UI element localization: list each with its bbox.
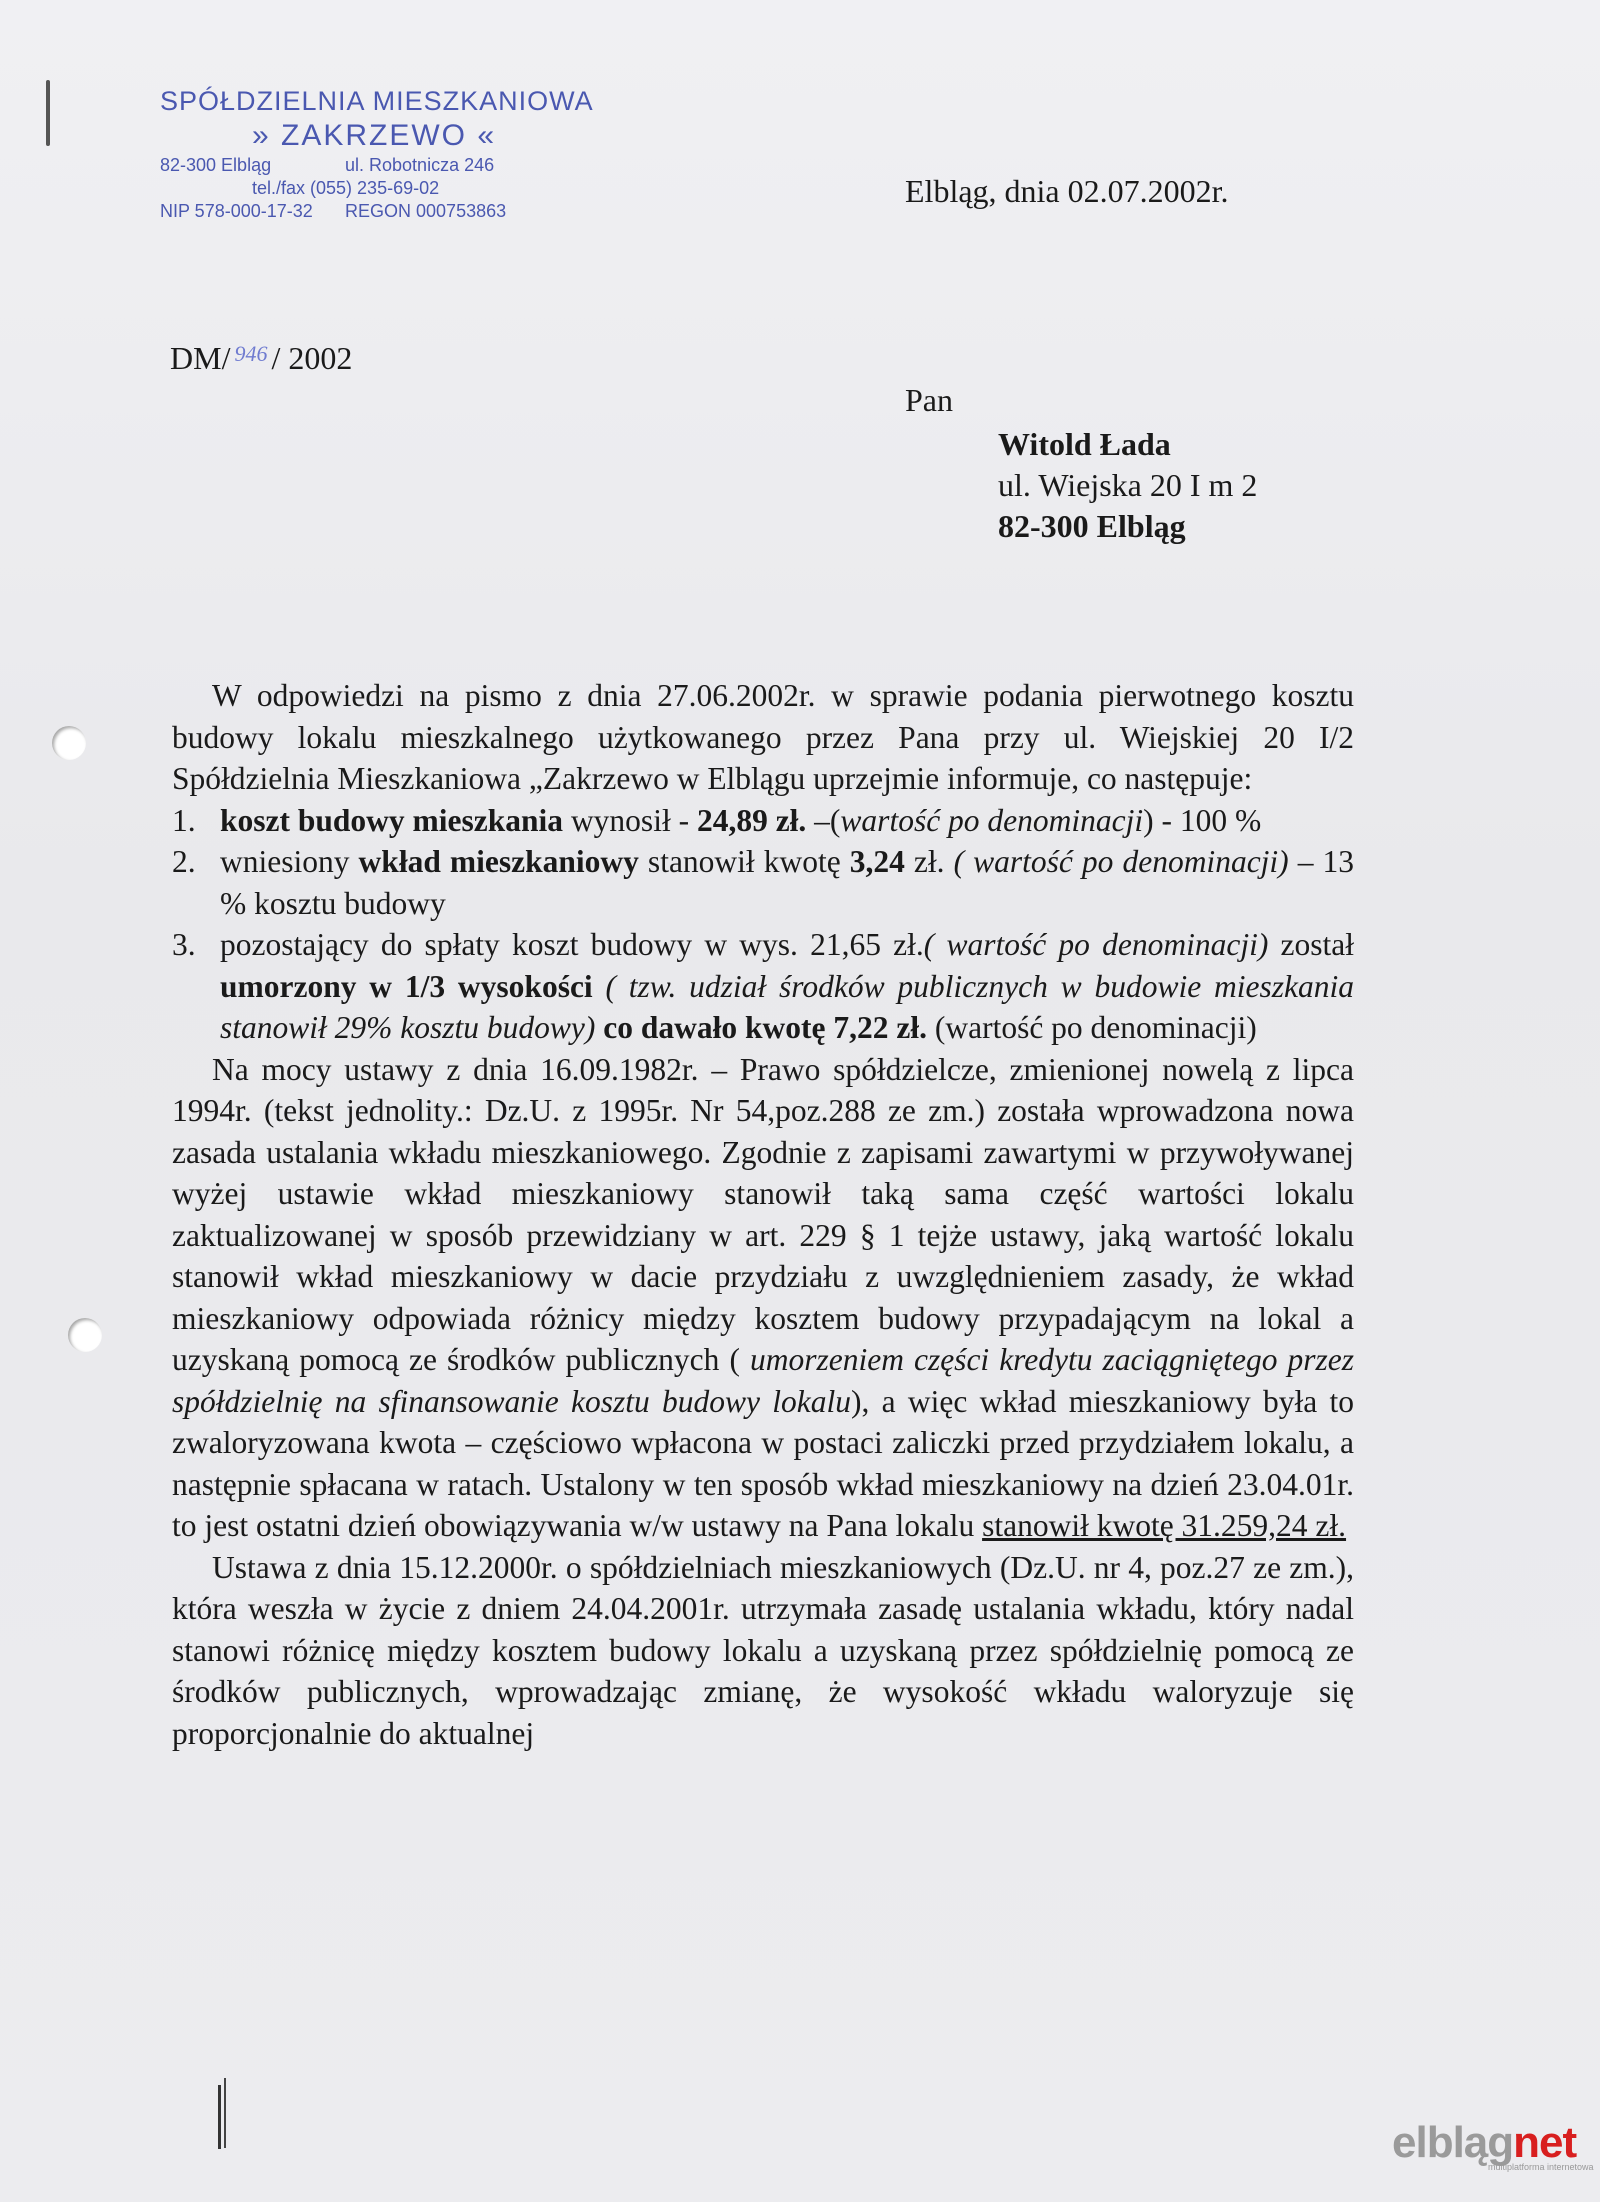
list-item-number: 1. (172, 802, 196, 838)
cooperative-stamp (160, 86, 600, 222)
list-item (172, 924, 1354, 1049)
cost-list (172, 800, 1354, 1049)
item1-bold-label: koszt budowy mieszkania (220, 802, 564, 838)
ref-handwritten-number: 946 (234, 341, 268, 366)
letter-date: Elbląg, dnia 02.07.2002r. (905, 173, 1229, 209)
stamp-address-row (160, 155, 600, 176)
stamp-phone: tel./fax (055) 235-69-02 (252, 178, 440, 198)
recipient-name: Witold Łada (998, 426, 1171, 462)
item1-amount: 24,89 zł. (696, 802, 807, 838)
item1-text: ) - 100 % (1143, 802, 1262, 838)
underlined-amount: stanowił kwotę 31.259,24 zł. (982, 1508, 1347, 1543)
item3-text: został (1268, 927, 1354, 962)
stamp-nip: NIP 578-000-17-32 (160, 201, 313, 221)
stamp-subname: » ZAKRZEWO « (252, 119, 497, 152)
item2-text: – 13 % kosztu budowy (220, 844, 1355, 921)
item3-text: pozostający do spłaty koszt budowy w wys. 21,65 zł. (220, 927, 924, 962)
list-item (172, 841, 1354, 924)
item3-text (593, 969, 606, 1004)
staple-mark (46, 80, 50, 146)
law-text: Na mocy ustawy z dnia 16.09.1982r. – Prawo spółdzielcze, zmienionej nowelą z lipca 1994r. (tekst jednolity.: Dz.U. z 1995r. Nr 54,poz.288 ze zm.) została wprowadzona nowa zasada ustalania wkładu mieszkaniowego. Zgodnie z zapisami zawartymi w przywoływanej wyżej ustawie wkład mieszkaniowy stanowił taką sama część wartości lokalu zaktualizowanej w sposób przewidziany w art. 229 § 1 tejże ustawy, jaką wartość lokalu stanowił wkład mieszkaniowy w dacie przydziału z uwzględnieniem zasady, że wkład mieszkaniowy odpowiada różnicy między kosztem budowy przypadającym na lokal a uzyskaną pomocą ze środków publicznych ( (172, 1051, 1354, 1377)
item3-bold: umorzony w 1/3 wysokości (220, 968, 593, 1004)
item2-text: wniesiony (220, 844, 359, 879)
list-item (172, 800, 1354, 842)
punch-hole-bottom (68, 1318, 102, 1352)
logo-text-red: net (1513, 2118, 1577, 2167)
item2-text: stanowił kwotę (638, 844, 850, 879)
intro-paragraph: W odpowiedzi na pismo z dnia 27.06.2002r. w sprawie podania pierwotnego kosztu budowy lokalu mieszkalnego użytkowanego przez Pana przy ul. Wiejskiej 20 I/2 Spółdzielnia Mieszkaniowa „Zakrzewo w Elblągu uprzejmie informuje, co następuje: (172, 678, 1354, 796)
item3-text: (wartość po denominacji) (926, 1010, 1257, 1045)
law-text: ), a więc wkład mieszkaniowy była to zwaloryzowana kwota – częściowo wpłacona w postaci zaliczki przed przydziałem lokalu, a następnie spłacana w ratach. Ustalony w ten sposób wkład mieszkaniowy na dzień 23.04.01r. to jest ostatni dzień obowiązywania w/w ustawy na Pana lokalu (172, 1383, 1354, 1543)
item3-italic: ( wartość po denominacji) (923, 927, 1269, 962)
item2-text: zł. (904, 844, 954, 879)
recipient-city: 82-300 Elbląg (998, 508, 1186, 544)
law-paragraph (172, 1049, 1354, 1547)
ref-prefix: DM/ (170, 340, 231, 376)
pen-mark (218, 2085, 221, 2149)
stamp-regon: REGON 000753863 (345, 201, 507, 221)
list-item-number: 3. (172, 927, 196, 962)
letter-body (172, 675, 1354, 1754)
recipient-address (998, 424, 1257, 547)
pen-mark (224, 2078, 226, 2148)
item3-bold: co dawało kwotę 7,22 zł. (603, 1010, 927, 1045)
reference-number (170, 340, 352, 377)
stamp-street: ul. Robotnicza 246 (345, 155, 495, 175)
list-item-number: 2. (172, 844, 196, 879)
recipient-salutation: Pan (905, 382, 953, 418)
logo-tagline: multiplatforma internetowa (1488, 2162, 1594, 2172)
item2-bold-label: wkład mieszkaniowy (358, 844, 639, 879)
punch-hole-top (52, 726, 86, 760)
stamp-name: SPÓŁDZIELNIA MIESZKANIOWA (160, 86, 594, 116)
item1-text: wynosił - (563, 802, 697, 838)
item2-amount: 3,24 (849, 844, 905, 879)
statute-paragraph: Ustawa z dnia 15.12.2000r. o spółdzielniach mieszkaniowych (Dz.U. nr 4, poz.27 ze zm.), która weszła w życie z dniem 24.04.2001r. utrzymała zasadę ustalania wkładu, który nadal stanowi różnicę między kosztem budowy lokalu a uzyskaną przez spółdzielnię pomocą ze środków publicznych, wprowadzając zmianę, że wysokość wkładu waloryzuje się proporcjonalnie do aktualnej (172, 1549, 1354, 1751)
item2-italic: ( wartość po denominacji) (953, 844, 1289, 879)
elblag-net-logo (1392, 2118, 1594, 2172)
stamp-ids-row (160, 201, 600, 222)
item1-italic: wartość po denominacji (840, 802, 1144, 838)
ref-suffix: / 2002 (271, 340, 353, 376)
item1-text: –( (806, 802, 841, 838)
stamp-city: 82-300 Elbląg (160, 155, 272, 175)
recipient-street: ul. Wiejska 20 I m 2 (998, 467, 1258, 503)
law-italic: umorzeniem części kredytu zaciągniętego przez spółdzielnię na sfinansowanie kosztu budowy lokalu (172, 1342, 1354, 1419)
logo-text-gray: elbląg (1392, 2118, 1514, 2167)
item3-italic: ( tzw. udział środków publicznych w budowie mieszkania stanowił 29% kosztu budowy) (220, 968, 1354, 1045)
